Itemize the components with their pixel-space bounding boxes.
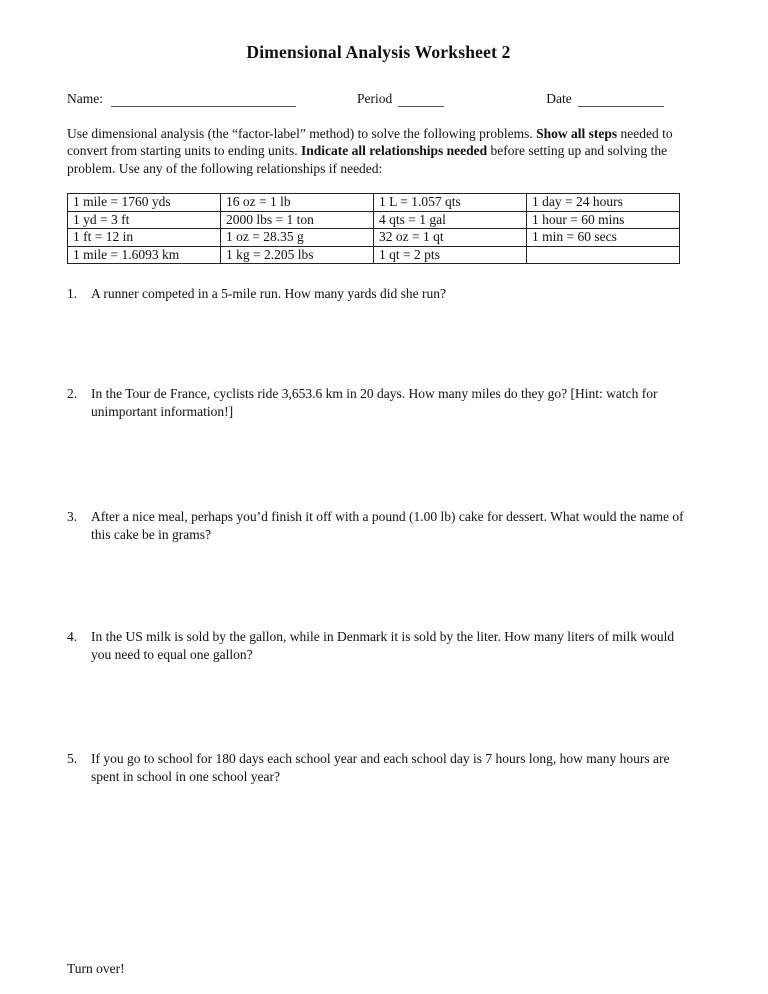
table-cell: 1 kg = 2.205 lbs — [221, 246, 374, 264]
table-cell: 1 day = 24 hours — [527, 194, 680, 212]
conversion-table — [67, 193, 680, 264]
question-text: After a nice meal, perhaps you’d finish it off with a pound (1.00 lb) cake for dessert. What would the name of this cake be in grams? — [91, 509, 684, 542]
question-number: 5. — [67, 751, 78, 767]
question-text: In the US milk is sold by the gallon, while in Denmark it is sold by the liter. How many liters of milk would you need to equal one gallon? — [91, 629, 675, 662]
date-field[interactable] — [578, 93, 664, 107]
table-row — [68, 246, 680, 264]
table-row — [68, 229, 680, 247]
table-cell: 1 oz = 28.35 g — [221, 229, 374, 247]
question-text: In the Tour de France, cyclists ride 3,653.6 km in 20 days. How many miles do they go? [Hint: watch for unimportant information!] — [91, 386, 658, 419]
question-list — [67, 285, 690, 960]
table-cell: 2000 lbs = 1 ton — [221, 211, 374, 229]
question-text: A runner competed in a 5-mile run. How many yards did she run? — [91, 286, 447, 302]
question-text: If you go to school for 180 days each school year and each school day is 7 hours long, how many hours are spent in school in one school year? — [91, 751, 670, 784]
turn-over-note: Turn over! — [67, 961, 125, 977]
period-field[interactable] — [398, 93, 444, 107]
table-cell: 32 oz = 1 qt — [374, 229, 527, 247]
question-2 — [67, 385, 690, 508]
table-row — [68, 194, 680, 212]
name-label: Name: — [67, 91, 103, 106]
date-label: Date — [546, 91, 572, 106]
instructions-segment: needed to convert from starting units to ending units. — [67, 126, 673, 159]
instructions-bold-show-all-steps: Show all steps — [536, 126, 618, 141]
table-cell: 1 min = 60 secs — [527, 229, 680, 247]
period-label: Period — [357, 91, 393, 106]
table-cell: 1 yd = 3 ft — [68, 211, 221, 229]
header-fill-in-row — [67, 90, 690, 107]
question-number: 3. — [67, 509, 78, 525]
table-cell: 1 mile = 1.6093 km — [68, 246, 221, 264]
table-cell: 4 qts = 1 gal — [374, 211, 527, 229]
page-title: Dimensional Analysis Worksheet 2 — [246, 42, 511, 62]
instructions-segment: before setting up and solving the problem. Use any of the following relationships if needed: — [67, 143, 668, 176]
table-cell: 1 qt = 2 pts — [374, 246, 527, 264]
table-cell: 1 mile = 1760 yds — [68, 194, 221, 212]
table-cell: 1 L = 1.057 qts — [374, 194, 527, 212]
table-row — [68, 211, 680, 229]
table-cell: 1 hour = 60 mins — [527, 211, 680, 229]
name-field[interactable] — [111, 93, 296, 107]
table-cell — [527, 246, 680, 264]
table-cell: 16 oz = 1 lb — [221, 194, 374, 212]
question-1 — [67, 285, 690, 385]
question-4 — [67, 628, 690, 750]
question-3 — [67, 508, 690, 628]
instructions-paragraph — [67, 125, 690, 177]
question-number: 2. — [67, 386, 78, 402]
table-cell: 1 ft = 12 in — [68, 229, 221, 247]
question-number: 4. — [67, 629, 78, 645]
question-number: 1. — [67, 286, 78, 302]
instructions-bold-indicate-relationships: Indicate all relationships needed — [300, 143, 488, 159]
question-5 — [67, 750, 690, 960]
instructions-segment: Use dimensional analysis (the “factor-label” method) to solve the following problems. — [67, 126, 537, 141]
